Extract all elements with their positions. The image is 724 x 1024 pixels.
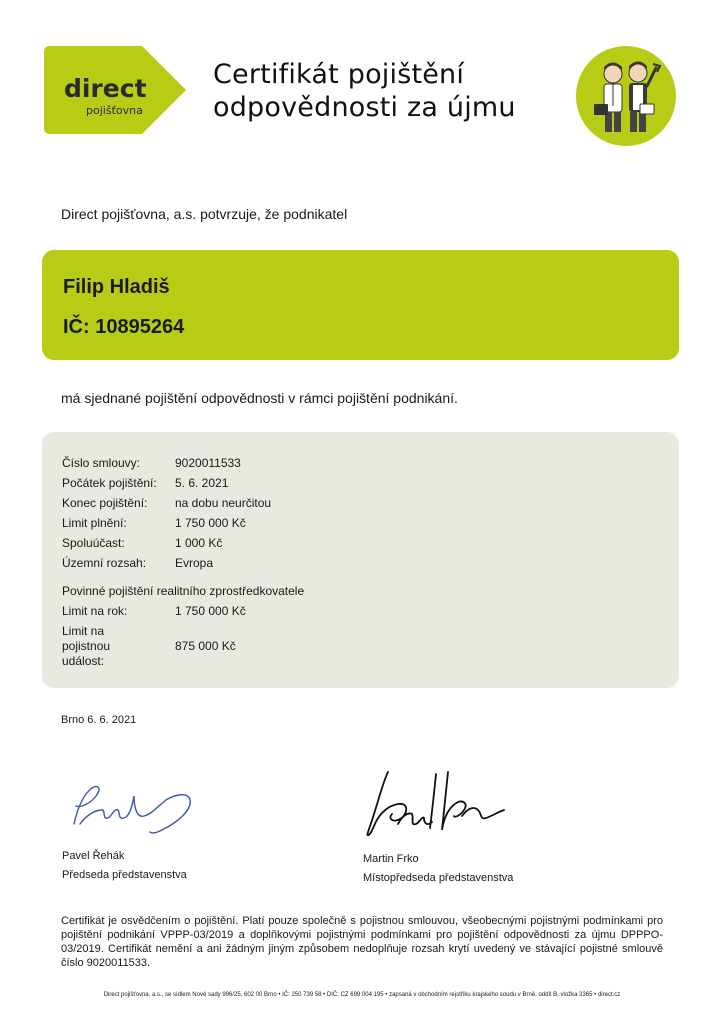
workers-illustration-icon <box>576 46 676 146</box>
insured-panel <box>42 250 679 360</box>
policy-details-panel <box>42 432 679 688</box>
detail-value: 1 750 000 Kč <box>175 516 246 530</box>
detail-label: Konec pojištění: <box>62 496 148 510</box>
company-legal-line: Direct pojišťovna, a.s., se sídlem Nové sady 996/25, 602 00 Brno • IČ: 250 739 58 • DIČ: CZ 699 004 195 • zapsaná v obchodním rejstříku krajského soudu v Brně, oddíl B, vložka 3365 • direct.cz <box>103 992 621 998</box>
logo-word: direct <box>64 74 147 103</box>
logo-sub: pojišťovna <box>86 104 143 117</box>
signature-pavel-rehak <box>62 766 202 846</box>
signature-martin-frko <box>358 764 508 848</box>
place-date: Brno 6. 6. 2021 <box>61 714 137 726</box>
detail-value: 5. 6. 2021 <box>175 476 229 490</box>
mandatory-heading: Povinné pojištění realitního zprostředkovatele <box>62 584 305 598</box>
detail-label: Územní rozsah: <box>62 556 147 570</box>
detail-value: 1 000 Kč <box>175 536 223 550</box>
signatory-role: Místopředseda představenstva <box>363 872 514 884</box>
insured-ic: IČ: 10895264 <box>63 316 185 338</box>
detail-value: 1 750 000 Kč <box>175 604 246 618</box>
signatory-role: Předseda představenstva <box>62 869 187 881</box>
signatory-name: Martin Frko <box>363 853 419 865</box>
detail-value: na dobu neurčitou <box>175 496 272 510</box>
detail-label: Limit na rok: <box>62 604 128 618</box>
event-limit-value: 875 000 Kč <box>175 639 236 653</box>
title-line-2: odpovědnosti za újmu <box>213 92 516 123</box>
coverage-statement: má sjednané pojištění odpovědnosti v rámci pojištění podnikání. <box>61 390 458 406</box>
direct-logo <box>44 46 186 134</box>
detail-label: Spoluúčast: <box>62 536 125 550</box>
detail-value: Evropa <box>175 556 214 570</box>
insured-name: Filip Hladiš <box>63 276 170 298</box>
certificate-disclaimer: Certifikát je osvědčením o pojištění. Platí pouze společně s pojistnou smlouvou, všeobecnými pojistnými podmínkami pro pojištění podnikání VPPP-03/2019 a doplňkovými pojistnými podmínkami pro pojištění odpovědnosti za újmu DPPPO-03/2019. Certifikát nemění a ani žádným jiným způsobem nedoplňuje rozsah krytí uvedený ve stávající pojistné smlouvě číslo 9020011533. <box>61 915 663 969</box>
intro-text: Direct pojišťovna, a.s. potvrzuje, že podnikatel <box>61 206 348 222</box>
detail-value: 9020011533 <box>175 456 241 470</box>
title-line-1: Certifikát pojištění <box>213 59 465 90</box>
detail-label: Počátek pojištění: <box>62 476 157 490</box>
document-title <box>213 58 516 124</box>
signatory-name: Pavel Řehák <box>62 850 125 862</box>
detail-label: Limit plnění: <box>62 516 127 530</box>
event-limit-label: Limit na pojistnou událost: <box>62 624 111 668</box>
detail-label: Číslo smlouvy: <box>62 456 141 470</box>
